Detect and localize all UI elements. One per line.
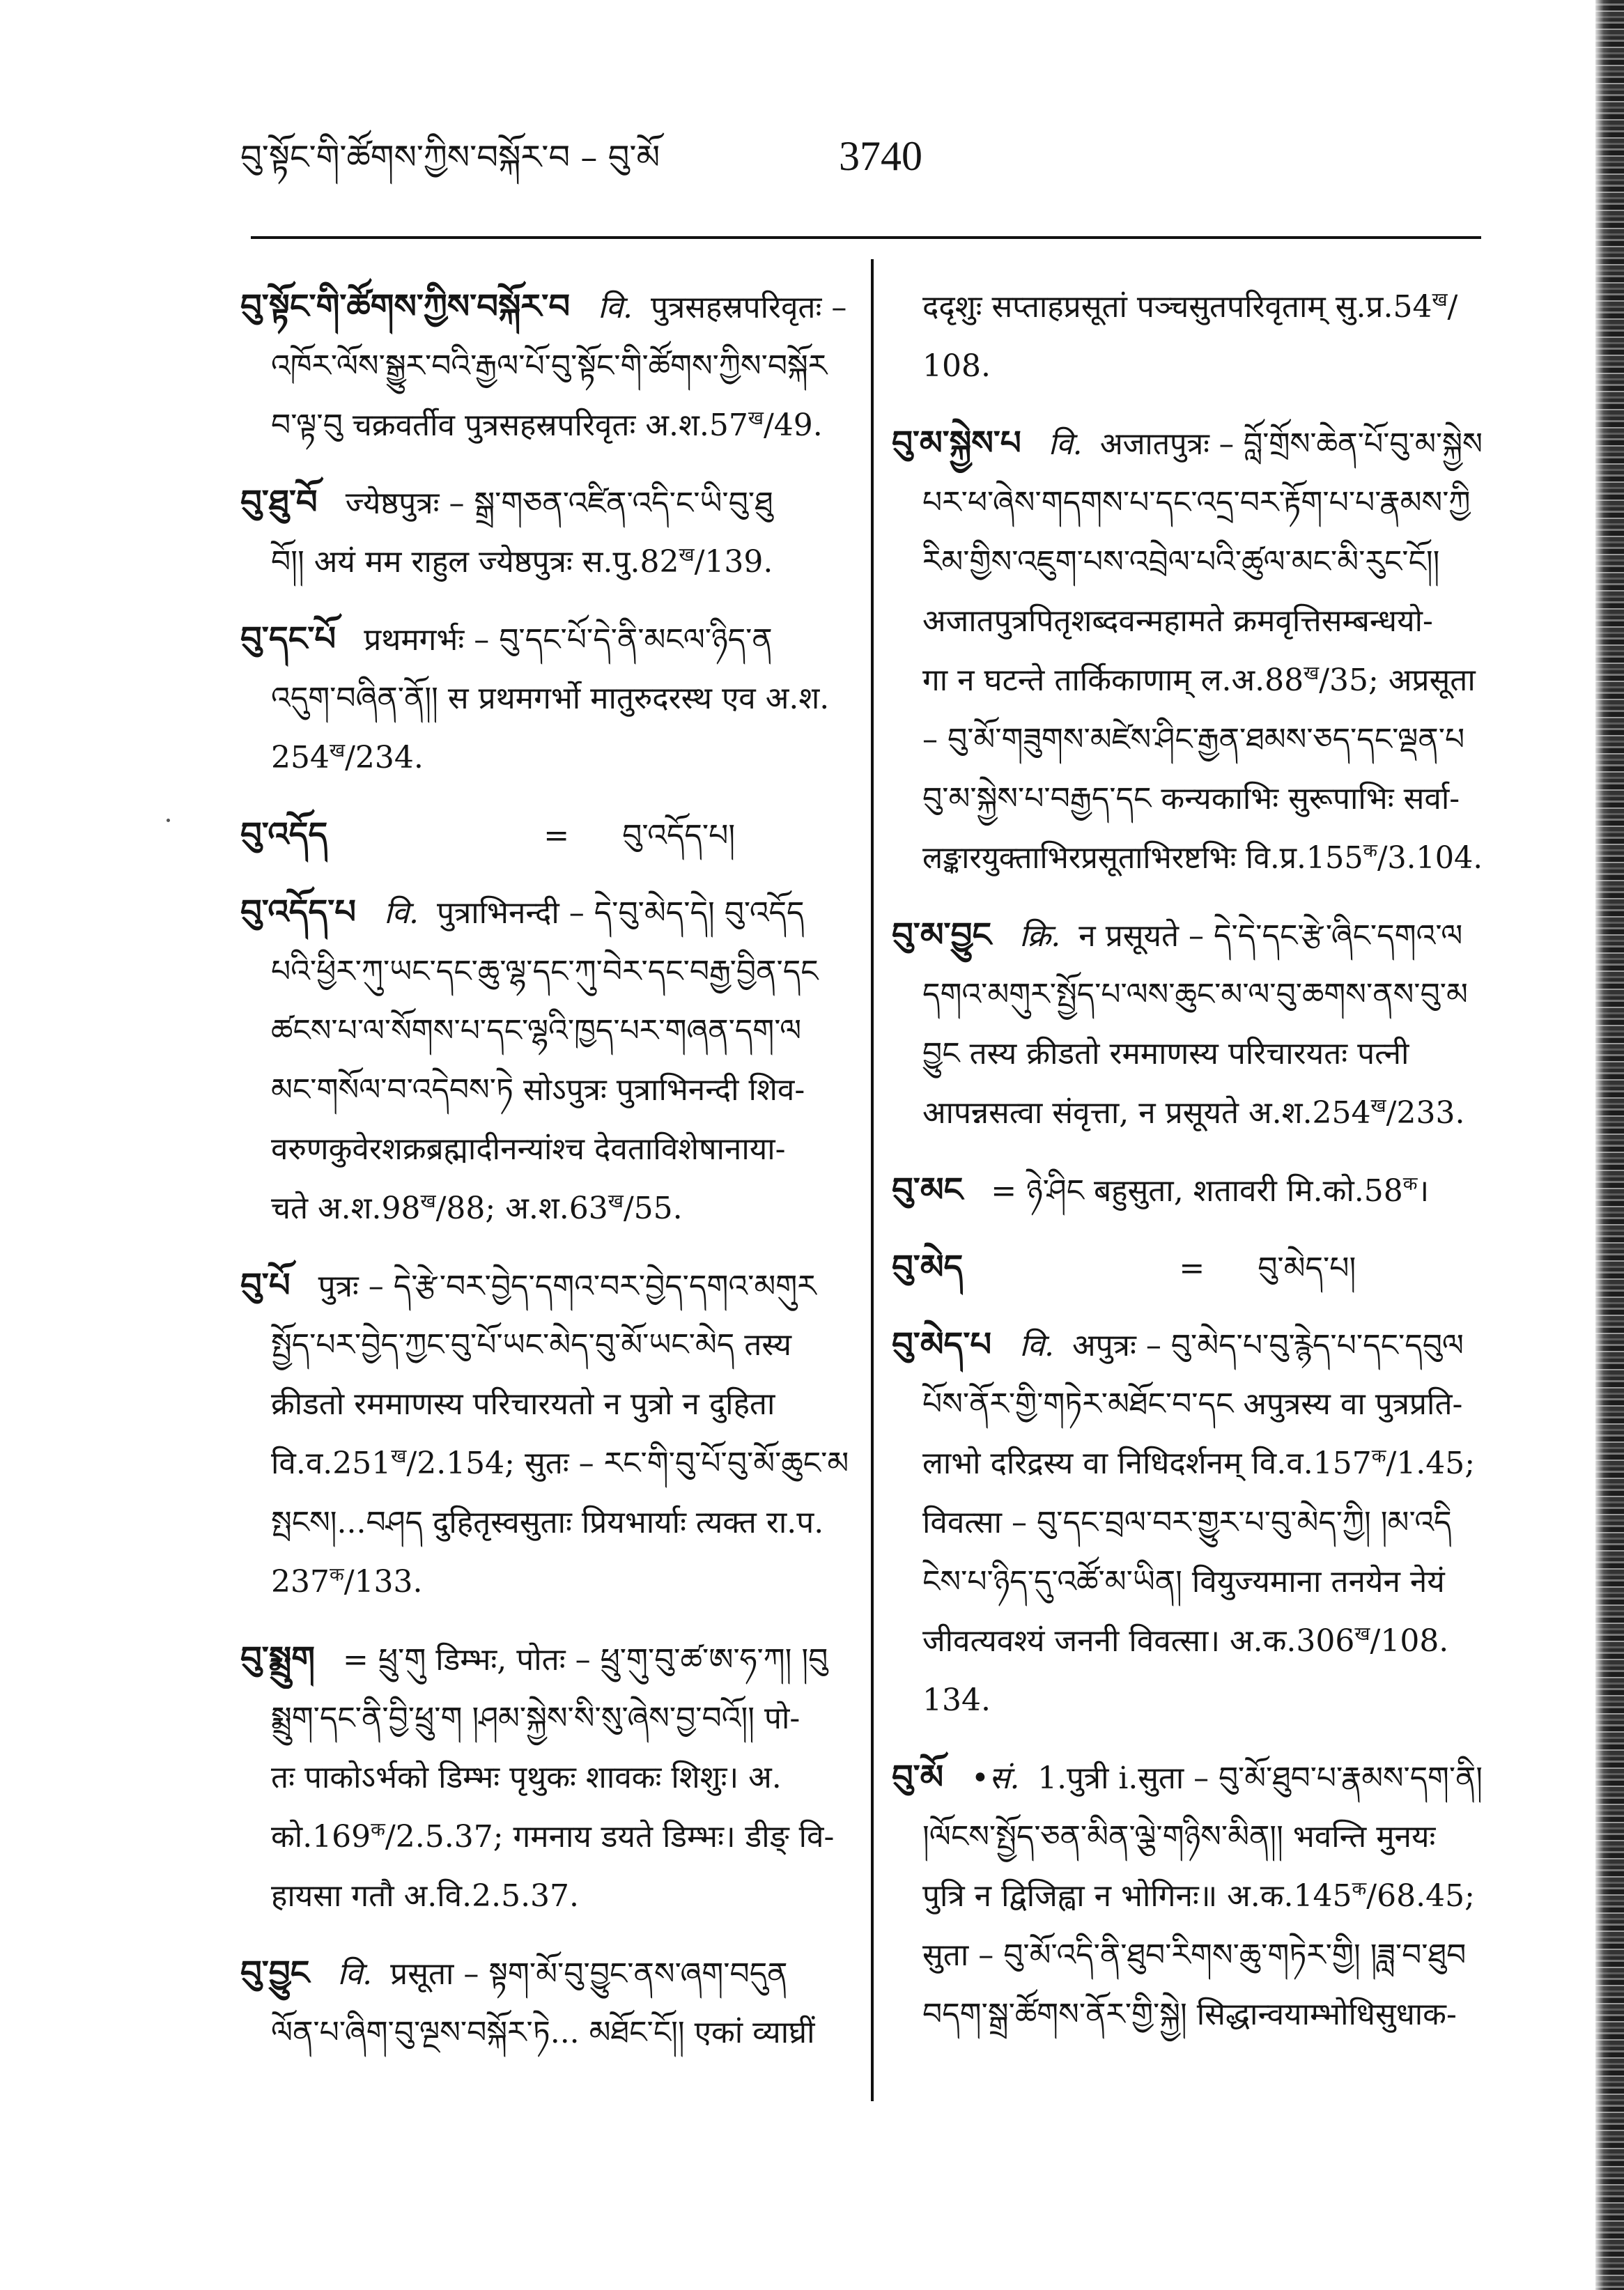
entry-line xyxy=(240,1256,850,1315)
entry-line-text xyxy=(922,769,1460,828)
entry-text: – བུ་མོ་གཟུགས་མཛེས་ཤིང་རྒྱན་ཐམས་ཅད་དང་ལྡན་པ xyxy=(922,722,1465,757)
entry-line-text xyxy=(922,965,1468,1024)
entry-text: /88; अ.श.63 xyxy=(435,1191,608,1226)
superscript: ख xyxy=(679,544,695,566)
entry-line-text xyxy=(271,1493,823,1552)
entry-line-text xyxy=(922,1866,1475,1926)
entry-line-text xyxy=(240,473,773,532)
entry-line xyxy=(892,1611,1483,1671)
superscript: क xyxy=(1352,1878,1367,1900)
entry-line xyxy=(240,396,850,455)
entry-line-text xyxy=(271,396,823,455)
entry-line-text xyxy=(922,1985,1457,2044)
entry-line-text xyxy=(922,710,1464,769)
entry-text: པའི་ཕྱིར་ཀུ་ཡང་དང་ཆུ་ལྷ་དང་ཀུ་བེར་དང་བརྒྱ་བྱིན་དང xyxy=(271,954,819,989)
entry-line xyxy=(240,1060,850,1120)
entry-line xyxy=(892,1161,1483,1220)
headword: བུ་སྨྲུག xyxy=(240,1639,316,1678)
entry-line xyxy=(892,1807,1483,1866)
entry-text: /1.45; xyxy=(1386,1446,1476,1481)
entry-text: लङ्कारयुक्ताभिरप्रसूताभिरष्टभिः वि.प्र.155 xyxy=(922,840,1363,876)
page-number: 3740 xyxy=(839,133,922,179)
dictionary-entry xyxy=(892,1315,1483,1730)
entry-line xyxy=(240,883,850,942)
entry-line-text xyxy=(271,1375,775,1434)
headword: བུ་དང་པོ xyxy=(240,619,337,658)
entry-line xyxy=(240,1807,850,1866)
entry-line xyxy=(240,532,850,591)
entry-line xyxy=(240,1748,850,1807)
entry-line-text xyxy=(240,610,773,669)
headword: བུ་མེད xyxy=(892,1248,964,1287)
entry-line xyxy=(240,1689,850,1748)
entry-line xyxy=(240,1630,850,1689)
entry-line xyxy=(240,473,850,532)
entry-line xyxy=(240,336,850,396)
entry-line xyxy=(240,728,850,787)
dictionary-entry xyxy=(240,610,850,787)
entry-text: མང་གསོལ་བ་འདེབས་ཏེ सोऽपुत्रः पुत्राभिनन्दी शिव- xyxy=(271,1072,805,1108)
entry-line-text xyxy=(892,1161,1429,1220)
entry-line xyxy=(892,651,1483,710)
entry-line xyxy=(892,591,1483,651)
headword: བུ་སྟོང་གི་ཚོགས་ཀྱིས་བསྐོར་བ xyxy=(240,287,571,326)
entry-text: 254 xyxy=(271,740,330,775)
entry-text: བྱུང तस्य क्रीडतो रममाणस्य परिचारयतः पत्नी xyxy=(922,1036,1409,1071)
entry-line xyxy=(892,1748,1483,1807)
entry-text: བ་ལྟ་བུ चक्रवर्तीव पुत्रसहस्रपरिवृतः अ.श.57 xyxy=(271,408,748,443)
header-rule xyxy=(251,236,1481,239)
entry-line-text xyxy=(892,1748,1483,1807)
entry-text: /3.104. xyxy=(1377,840,1483,876)
entry-line xyxy=(240,1866,850,1926)
entry-line xyxy=(240,1552,850,1611)
entry-text: वरुणकुवेरशक्रब्रह्मादीनन्यांश्च देवताविशेषानाया- xyxy=(271,1131,786,1167)
entry-text: འདུག་བཞིན་ནོ།། स प्रथमगर्भो मातुरुदरस्थ एव अ.श. xyxy=(271,681,830,716)
headword: བུ་པོ xyxy=(240,1266,291,1305)
entry-text: आपन्नसत्वा संवृत्ता, न प्रसूयते अ.श.254 xyxy=(922,1095,1371,1131)
entry-line-text xyxy=(240,805,735,865)
entry-text: སྤྱོད་པར་བྱེད་ཀྱང་བུ་པོ་ཡང་མེད་བུ་མོ་ཡང་མེད तस्य xyxy=(271,1327,791,1363)
superscript: क xyxy=(1363,840,1377,862)
entry-text: पुत्रि न द्विजिह्वा न भोगिनः॥ अ.क.145 xyxy=(922,1878,1352,1914)
superscript: ख xyxy=(420,1191,436,1212)
dictionary-entry xyxy=(892,1161,1483,1220)
entry-text: अजातपुत्रः – བློ་གྲོས་ཆེན་པོ་བུ་མ་སྐྱེས xyxy=(1099,426,1483,462)
entry-text: རིམ་གྱིས་འཇུག་པས་འབྲེལ་པའི་ཚུལ་མང་མི་རུང་ངོ།། xyxy=(922,544,1440,580)
grammar-abbr: वि. xyxy=(1019,1328,1055,1363)
entry-text: /35; अप्रसूता xyxy=(1319,663,1476,698)
equals-sign: = xyxy=(543,818,570,853)
entry-line xyxy=(240,1375,850,1434)
entry-line xyxy=(240,1001,850,1060)
entry-line xyxy=(240,1944,850,2003)
entry-line-text xyxy=(271,1748,782,1807)
entry-line-text xyxy=(922,1434,1475,1493)
entry-line xyxy=(892,1493,1483,1552)
entry-text: བུ་འདོད་པ། xyxy=(622,818,736,853)
grammar-abbr: वि. xyxy=(1048,426,1083,462)
entry-text: །ལོངས་སྤྱོད་ཅན་མིན་ལྕེ་གཉིས་མིན།། भवन्ति मुनयः xyxy=(922,1819,1436,1855)
entry-text: /68.45; xyxy=(1366,1878,1475,1914)
entry-line xyxy=(240,1179,850,1238)
entry-text: འཁོར་ལོས་སྒྱུར་བའི་རྒྱལ་པོ་བུ་སྟོང་གི་ཚོགས་ཀྱིས་བསྐོར xyxy=(271,348,828,384)
entry-text: བདག་སྒྲ་ཚོགས་ནོར་གྱི་སྐྱེ། सिद्धान्वयाम्भोधिसुधाक- xyxy=(922,1997,1457,2032)
entry-line xyxy=(892,1024,1483,1083)
entry-text: /139. xyxy=(694,544,773,580)
entry-text: विवत्सा – བུ་དང་བྲལ་བར་གྱུར་པ་བུ་མེད་ཀྱི། །མ་འདི xyxy=(922,1505,1452,1540)
entry-line xyxy=(892,1926,1483,1985)
entry-line-text xyxy=(922,1493,1452,1552)
entry-text: པར་ཕ་ཞེས་གདགས་པ་དང་འདྲ་བར་རྟོག་པ་པ་རྣམས་ཀྱི xyxy=(922,485,1471,520)
entry-text: /233. xyxy=(1386,1095,1465,1131)
superscript: ख xyxy=(1370,1095,1386,1117)
entry-text: /2.154; सुतः – རང་གི་བུ་པོ་བུ་མོ་ཆུང་མ xyxy=(406,1446,849,1481)
entry-text: वि.व.251 xyxy=(271,1446,392,1481)
entry-line-text xyxy=(271,1060,805,1120)
entry-line xyxy=(892,1083,1483,1143)
entry-line xyxy=(240,669,850,728)
dictionary-entry xyxy=(892,414,1483,888)
entry-line xyxy=(892,1552,1483,1611)
entry-line-text xyxy=(922,1024,1409,1083)
headword: བུ་མ་སྐྱེས་པ xyxy=(892,424,1021,463)
superscript: ख xyxy=(391,1446,407,1467)
entry-line xyxy=(240,805,850,865)
entry-line-text xyxy=(240,277,846,336)
entry-line xyxy=(892,473,1483,532)
entry-line xyxy=(892,965,1483,1024)
entry-line-text xyxy=(271,728,424,787)
entry-line-text xyxy=(922,532,1439,591)
superscript: क xyxy=(1402,1173,1418,1195)
dictionary-entry xyxy=(892,1238,1483,1297)
superscript: ख xyxy=(1354,1623,1370,1645)
entry-text: 237 xyxy=(271,1564,330,1600)
entry-text: गा न घटन्ते तार्किकाणाम् ल.अ.88 xyxy=(922,663,1304,698)
entry-text: प्रथमगर्भः – བུ་དང་པོ་དེ་ནི་མངལ་ཉིད་ན xyxy=(364,622,773,658)
entry-line xyxy=(892,828,1483,888)
entry-text: /133. xyxy=(343,1564,423,1600)
entry-line xyxy=(892,532,1483,591)
entry-text: བུ་མ་སྐྱེས་པ་བརྒྱད་དང कन्यकाभिः सुरूपाभिः सर्वा- xyxy=(922,781,1460,817)
entry-line xyxy=(892,1238,1483,1297)
entry-line-text xyxy=(922,1807,1435,1866)
column-divider xyxy=(871,259,874,2101)
headword: བུ་མ་བྱུང xyxy=(892,915,992,954)
entry-line-text xyxy=(922,336,991,396)
superscript: ख xyxy=(608,1191,624,1212)
entry-line xyxy=(240,1493,850,1552)
entry-text: = ཕྲུ་གུ डिम्भः, पोतः – ཕྲུ་གུ་བུ་ཚ་ཨ་ཧ་ཀ། །བུ xyxy=(343,1642,828,1678)
entry-line xyxy=(240,610,850,669)
entry-line-text xyxy=(922,1671,991,1730)
entry-text: བུ་མེད་པ། xyxy=(1258,1251,1356,1286)
entry-line-text xyxy=(271,942,819,1001)
dictionary-entry xyxy=(892,906,1483,1143)
entry-text: प्रसूता – སྟག་མོ་བུ་བྱུང་ནས་ཞག་བདུན xyxy=(390,1956,788,1992)
entry-line-text xyxy=(271,1120,786,1179)
entry-line-text xyxy=(240,1256,817,1315)
entry-line xyxy=(892,1671,1483,1730)
headword: བུ་ཐུ་བོ xyxy=(240,483,318,522)
entry-line-text xyxy=(922,277,1457,336)
headword: བུ་བྱུང xyxy=(240,1954,310,1993)
entry-text: लाभो दरिद्रस्य वा निधिदर्शनम् वि.व.157 xyxy=(922,1446,1372,1481)
superscript: ख xyxy=(329,740,346,761)
entry-text: སྤངས།...བཤད दुहितृस्वसुताः प्रियभार्याः त्यक्त रा.प. xyxy=(271,1505,824,1540)
entry-line xyxy=(240,942,850,1001)
dictionary-entry xyxy=(240,1256,850,1611)
dictionary-entry xyxy=(240,1944,850,2062)
entry-text: / xyxy=(1447,289,1458,325)
entry-text: བོ།། अयं मम राहुल ज्येष्ठपुत्रः स.पु.82 xyxy=(271,544,679,580)
entry-text: । xyxy=(1417,1173,1430,1209)
entry-line xyxy=(892,710,1483,769)
entry-line-text xyxy=(271,1434,849,1493)
entry-text: ददृशुः सप्ताहप्रसूतां पञ्चसुतपरिवृताम् सु.प्र.54 xyxy=(922,289,1432,325)
entry-line-text xyxy=(271,1866,579,1926)
grammar-abbr: वि. xyxy=(598,290,633,325)
entry-text: 1.पुत्री i.सुता – བུ་མོ་ཐུབ་པ་རྣམས་དག་ནི། xyxy=(1037,1761,1483,1796)
entry-text: ཚངས་པ་ལ་སོགས་པ་དང་ལྷའི་ཁྱད་པར་གཞན་དག་ལ xyxy=(271,1013,802,1049)
left-column xyxy=(240,277,850,2062)
entry-line xyxy=(240,1120,850,1179)
entry-text: /108. xyxy=(1370,1623,1449,1659)
superscript: क xyxy=(1371,1446,1386,1467)
entry-text: अजातपुत्रपितृशब्दवन्महामते क्रमवृत्तिसम्बन्धयो- xyxy=(922,603,1433,639)
entry-line xyxy=(892,336,1483,396)
running-head: བུ་སྟོང་གི་ཚོགས་ཀྱིས་བསྐོར་བ – བུ་མོ xyxy=(240,138,660,177)
dictionary-entry xyxy=(240,883,850,1238)
entry-line-text xyxy=(922,1083,1464,1143)
entry-line xyxy=(892,769,1483,828)
superscript: क xyxy=(329,1564,344,1586)
entry-line-text xyxy=(922,473,1470,532)
entry-line xyxy=(892,1985,1483,2044)
dictionary-entry xyxy=(240,805,850,865)
headword: བུ་མོ xyxy=(892,1758,944,1797)
entry-text: /55. xyxy=(623,1191,683,1226)
grammar-abbr: •सं. xyxy=(971,1761,1020,1796)
entry-text: /49. xyxy=(763,408,823,443)
grammar-abbr: वि. xyxy=(384,895,419,931)
headword: བུ་མེད་པ xyxy=(892,1325,992,1364)
scan-speck xyxy=(167,819,170,822)
entry-line xyxy=(892,1434,1483,1493)
entry-line-text xyxy=(240,1630,828,1689)
grammar-abbr: वि. xyxy=(337,1956,373,1992)
entry-line-text xyxy=(271,1552,423,1611)
entry-line xyxy=(892,277,1483,336)
entry-line-text xyxy=(271,1315,791,1375)
entry-line xyxy=(240,1315,850,1375)
superscript: ख xyxy=(1304,663,1320,684)
headword: བུ་མང xyxy=(892,1170,964,1209)
entry-line-text xyxy=(271,532,773,591)
entry-text: अपुत्रः – བུ་མེད་པ་བུ་རྙེད་པ་དང་དབུལ xyxy=(1072,1328,1464,1363)
entry-text: को.169 xyxy=(271,1819,371,1855)
entry-line xyxy=(892,1315,1483,1375)
right-column xyxy=(892,277,1483,2044)
entry-line xyxy=(240,1434,850,1493)
entry-line-text xyxy=(922,1926,1466,1985)
dictionary-entry xyxy=(240,277,850,455)
entry-text: जीवत्यवश्यं जननी विवत्सा। अ.क.306 xyxy=(922,1623,1355,1659)
entry-line-text xyxy=(922,828,1483,888)
dictionary-entry xyxy=(892,1748,1483,2044)
entry-text: क्रीडतो रममाणस्य परिचारयतो न पुत्रो न दुहिता xyxy=(271,1386,775,1422)
entry-text: 108. xyxy=(922,348,991,384)
entry-line-text xyxy=(892,906,1462,965)
entry-text: དགའ་མགུར་སྤྱོད་པ་ལས་ཆུང་མ་ལ་བུ་ཆགས་ནས་བུ་མ xyxy=(922,977,1468,1012)
dictionary-entry xyxy=(892,277,1483,396)
headword: བུ་འདོད xyxy=(240,815,328,854)
entry-text: ज्येष्ठपुत्रः – སྒྲ་གཅན་འཛིན་འདི་ང་ཡི་བུ་ཐུ xyxy=(345,486,773,521)
entry-line xyxy=(240,277,850,336)
dictionary-entry xyxy=(240,1630,850,1926)
entry-line xyxy=(892,414,1483,473)
entry-line-text xyxy=(892,1315,1464,1375)
entry-line-text xyxy=(922,591,1433,651)
entry-text: चते अ.श.98 xyxy=(271,1191,421,1226)
entry-text: तः पाकोऽर्भको डिम्भः पृथुकः शावकः शिशुः। अ. xyxy=(271,1760,782,1795)
entry-text: པོས་ནོར་གྱི་གཏེར་མཐོང་བ་དང अपुत्रस्य वा पुत्रप्रति- xyxy=(922,1386,1463,1422)
headword: བུ་འདོད་པ xyxy=(240,892,357,931)
entry-line xyxy=(892,1866,1483,1926)
entry-text: न प्रसूयते – དེ་དེ་དང་རྩེ་ཞིང་དགའ་ལ xyxy=(1078,918,1463,954)
entry-line-text xyxy=(271,1689,800,1748)
entry-text: पुत्रसहस्रपरिवृतः – xyxy=(651,290,847,325)
entry-line-text xyxy=(271,1001,801,1060)
entry-line-text xyxy=(922,1552,1445,1611)
entry-text: सुता – བུ་མོ་འདི་ནི་ཐུབ་རིགས་ཆུ་གཏེར་གྱི། །ཟླ་བ་ཐུབ xyxy=(922,1937,1467,1973)
entry-line-text xyxy=(922,651,1476,710)
entry-text: = ཉེ་ཤིང बहुसुता, शतावरी मि.को.58 xyxy=(991,1173,1403,1209)
entry-line xyxy=(240,2003,850,2062)
entry-text: སྨྲུག་དང་ནི་བྱི་ཕྲུ་ག །ཤམ་སྐྱེས་སི་སུ་ཞེས་བྱ་བའོ།། पो- xyxy=(271,1701,801,1736)
entry-line-text xyxy=(271,1179,683,1238)
entry-line-text xyxy=(240,1944,788,2003)
entry-text: 134. xyxy=(922,1682,991,1718)
entry-text: ལོན་པ་ཞིག་བུ་ལྔས་བསྐོར་ཏེ... མཐོང་ངོ།། एकां व्याघ्रीं xyxy=(271,2015,815,2050)
entry-text: ངེས་པ་ཉིད་དུ་འཚོ་མ་ཡིན། वियुज्यमाना तनयेन नेयं xyxy=(922,1564,1445,1600)
entry-line-text xyxy=(922,1611,1448,1671)
entry-line-text xyxy=(892,1238,1356,1297)
entry-line-text xyxy=(271,336,827,396)
entry-line-text xyxy=(271,2003,815,2062)
entry-text: /2.5.37; गमनाय डयते डिम्भः। डीङ् वि- xyxy=(385,1819,835,1855)
superscript: क xyxy=(371,1819,385,1841)
entry-line-text xyxy=(892,414,1483,473)
dictionary-entry xyxy=(240,473,850,591)
entry-line xyxy=(892,906,1483,965)
equals-sign: = xyxy=(1179,1251,1205,1286)
superscript: ख xyxy=(748,408,764,429)
scan-edge-shadow xyxy=(1595,0,1624,2290)
entry-text: पुत्राभिनन्दी – དེ་བུ་མེད་དེ། བུ་འདོད xyxy=(436,895,805,931)
superscript: ख xyxy=(1432,289,1448,311)
entry-line-text xyxy=(922,1375,1462,1434)
entry-text: हायसा गतौ अ.वि.2.5.37. xyxy=(271,1878,580,1914)
entry-line-text xyxy=(240,883,805,942)
entry-text: पुत्रः – དེ་རྩེ་བར་བྱེད་དགའ་བར་བྱེད་དགའ་མགུར xyxy=(318,1269,817,1304)
entry-text: /234. xyxy=(345,740,424,775)
grammar-abbr: क्रि. xyxy=(1019,918,1061,954)
entry-line-text xyxy=(271,1807,834,1866)
entry-line-text xyxy=(271,669,829,728)
entry-line xyxy=(892,1375,1483,1434)
